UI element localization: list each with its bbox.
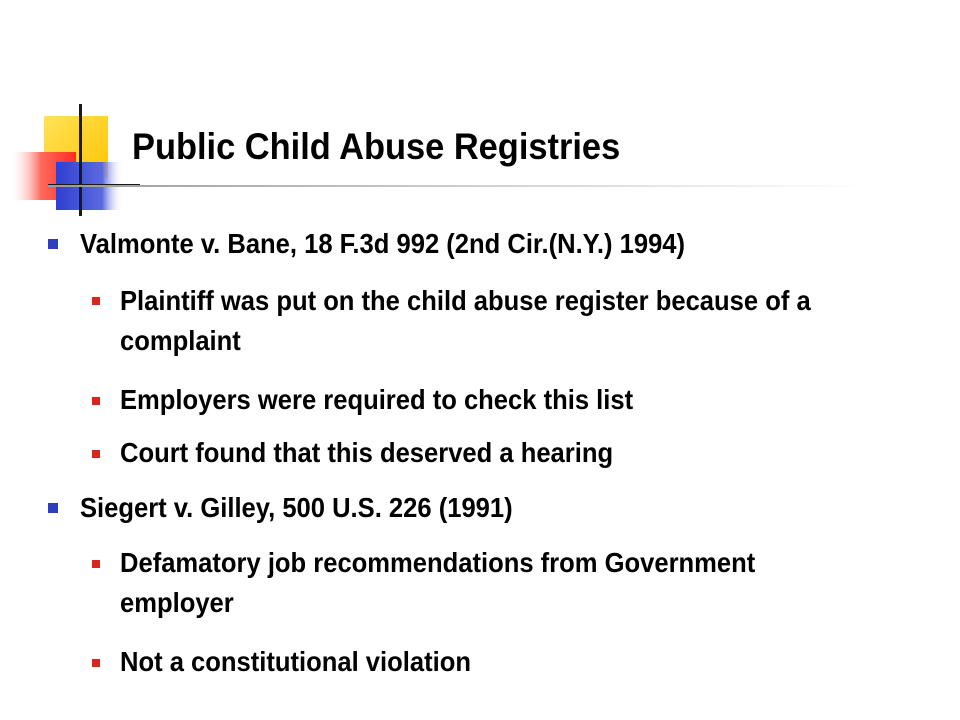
sub-bullet-text: Plaintiff was put on the child abuse register because of a complaint [120, 285, 811, 356]
sub-bullet-marker-icon [92, 450, 100, 458]
sub-bullet-text: Defamatory job recommendations from Government employer [120, 547, 756, 618]
bullet-case [80, 228, 685, 260]
bullet-marker-icon [48, 503, 58, 513]
sub-bullet-text: Not a constitutional violation [120, 646, 471, 677]
bullet-marker-icon [48, 239, 58, 249]
sub-bullet-marker-icon [92, 397, 100, 405]
sub-bullet [120, 642, 855, 682]
bullet-text: Siegert v. Gilley, 500 U.S. 226 (1991) [80, 492, 513, 523]
sub-bullet-marker-icon [92, 659, 100, 667]
sub-bullet [120, 543, 855, 623]
bullet-text: Valmonte v. Bane, 18 F.3d 992 (2nd Cir.(N.Y.) 1994) [80, 228, 686, 259]
sub-bullet-text: Employers were required to check this list [120, 384, 634, 415]
sub-bullet [120, 433, 855, 473]
sub-bullet [120, 380, 855, 420]
sub-bullet-text: Court found that this deserved a hearing [120, 437, 614, 468]
slide-title: Public Child Abuse Registries [132, 126, 621, 167]
sub-bullet [120, 281, 855, 361]
sub-bullet-marker-icon [92, 560, 100, 568]
bullet-case [80, 492, 513, 524]
sub-bullet-marker-icon [92, 297, 100, 305]
